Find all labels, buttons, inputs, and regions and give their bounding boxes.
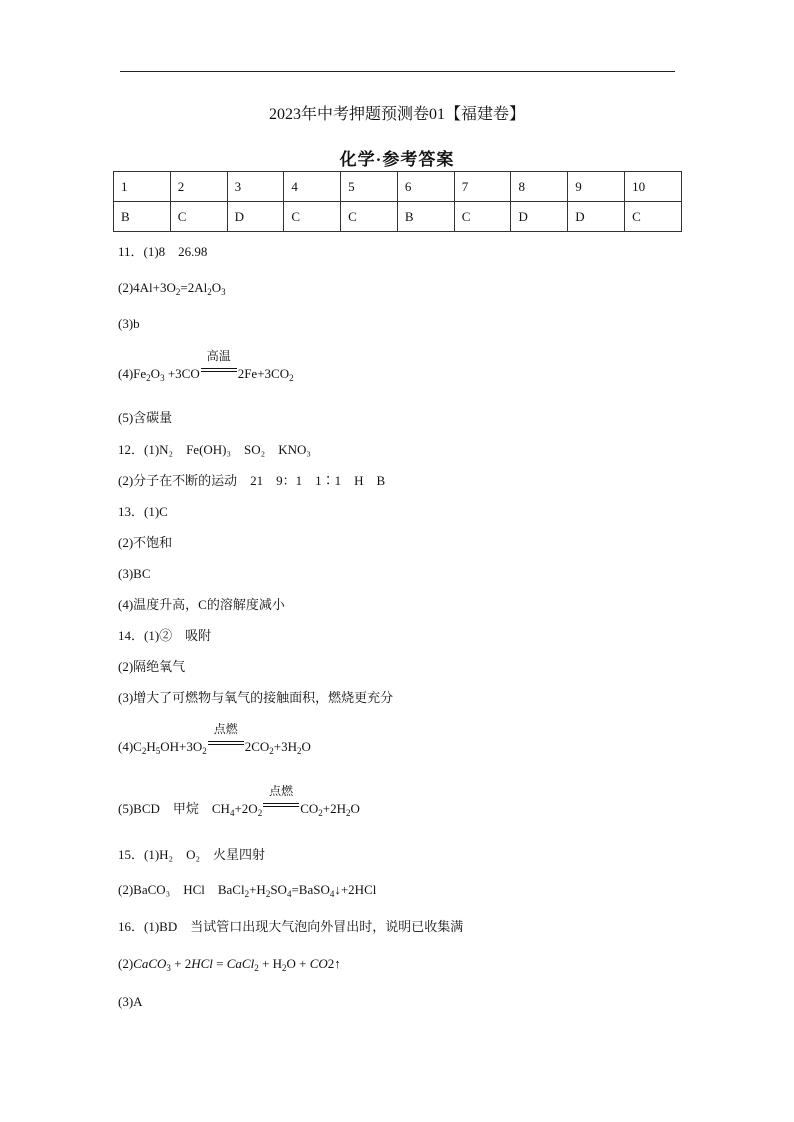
subscript: 2 — [265, 889, 271, 899]
answer-14-5 — [118, 784, 360, 818]
table-cell: 3 — [227, 172, 284, 202]
answer-14-3: (3)增大了可燃物与氧气的接触面积，燃烧更充分 — [118, 690, 394, 705]
text: HCl — [191, 956, 213, 971]
subscript: 2 — [141, 746, 147, 756]
answer-15-1: 15．(1)H₂ O₂ 火星四射 — [118, 847, 265, 862]
subscript: 2 — [244, 889, 250, 899]
table-cell: C — [341, 202, 398, 232]
subscript: 3 — [160, 373, 165, 383]
table-cell: C — [170, 202, 227, 232]
subscript: 2 — [146, 373, 151, 383]
text: +2O — [234, 801, 258, 816]
text: + H — [258, 956, 282, 971]
text: 2Fe+3CO — [237, 366, 290, 381]
answer-table — [113, 171, 682, 232]
table-cell: D — [568, 202, 625, 232]
text: +2H — [322, 801, 346, 816]
answer-16-3: (3)A — [118, 994, 143, 1009]
subscript: 2 — [207, 287, 212, 297]
answer-16-2 — [118, 956, 341, 972]
table-cell: 1 — [114, 172, 171, 202]
subscript: 2 — [254, 963, 259, 973]
table-cell: 9 — [568, 172, 625, 202]
answer-11-5: (5)含碳量 — [118, 410, 173, 425]
table-cell: 7 — [454, 172, 511, 202]
answer-13-4: (4)温度升高，C的溶解度减小 — [118, 597, 285, 612]
table-cell: B — [114, 202, 171, 232]
text: O — [350, 801, 360, 816]
table-cell: 6 — [397, 172, 454, 202]
question-number-row — [114, 172, 682, 202]
text: OH+3O — [160, 739, 203, 754]
text: CO — [300, 801, 319, 816]
text: SO — [270, 882, 287, 897]
subscript: 2 — [289, 373, 294, 383]
text: +H — [249, 882, 266, 897]
subscript: 2 — [202, 746, 207, 756]
table-cell: C — [284, 202, 341, 232]
table-cell: B — [397, 202, 454, 232]
subscript: 2 — [318, 808, 323, 818]
equals-bar — [201, 368, 237, 372]
answer-15-2 — [118, 882, 376, 898]
subscript: 3 — [221, 287, 226, 297]
answer-13-1: 13．(1)C — [118, 504, 168, 519]
answer-14-1: 14．(1)② 吸附 — [118, 628, 212, 643]
subscript: 2 — [297, 746, 302, 756]
text: CaCO — [133, 956, 167, 971]
reaction-condition — [200, 349, 238, 378]
text: O — [150, 366, 161, 381]
table-cell: 2 — [170, 172, 227, 202]
text: +3H — [273, 739, 298, 754]
subscript: 5 — [155, 746, 161, 756]
table-cell: D — [511, 202, 568, 232]
answer-11-3: (3)b — [118, 316, 140, 331]
text: 2CO — [244, 739, 270, 754]
text: (2) — [118, 956, 134, 971]
table-cell: C — [454, 202, 511, 232]
table-cell: 8 — [511, 172, 568, 202]
text: O + — [286, 956, 310, 971]
subscript: 2 — [269, 746, 274, 756]
subscript: 4 — [329, 889, 335, 899]
table-cell: 5 — [341, 172, 398, 202]
answer-14-4 — [118, 722, 311, 756]
condition-label: 点燃 — [269, 784, 294, 798]
table-cell: C — [625, 202, 682, 232]
condition-label: 点燃 — [213, 722, 238, 736]
answer-11-4 — [118, 349, 294, 383]
text: (2)BaCO₃ HCl BaCl — [118, 882, 245, 897]
answer-12-2: (2)分子在不断的运动 21 9：1 1∶1 H B — [118, 473, 386, 488]
text: O — [301, 739, 311, 754]
page-subtitle: 化学·参考答案 — [339, 150, 455, 169]
equals-bar — [208, 741, 244, 745]
reaction-condition — [262, 784, 300, 813]
answer-11-2 — [118, 280, 226, 296]
answer-13-3: (3)BC — [118, 566, 151, 581]
subscript: 4 — [229, 808, 235, 818]
text: (4)C — [118, 739, 142, 754]
answer-row — [114, 202, 682, 232]
table-cell: D — [227, 202, 284, 232]
text: CO — [309, 956, 328, 971]
subscript: 2 — [281, 963, 287, 973]
answer-16-1: 16．(1)BD 当试管口出现大气泡向外冒出时，说明已收集满 — [118, 919, 464, 934]
page-title: 2023年中考押题预测卷01【福建卷】 — [268, 106, 525, 123]
text: (2)4Al+3O — [118, 280, 176, 295]
text: CaCl — [226, 956, 255, 971]
subscript: 2 — [345, 808, 351, 818]
answer-12-1: 12．(1)N₂ Fe(OH)₃ SO₂ KNO₃ — [118, 442, 311, 457]
text: (5)BCD 甲烷 CH — [118, 801, 230, 816]
subscript: 2 — [175, 287, 181, 297]
text: (4)Fe — [118, 366, 147, 381]
text: = — [212, 956, 227, 971]
equals-bar — [263, 803, 299, 807]
text: 2↑ — [327, 956, 341, 971]
reaction-condition — [207, 722, 245, 751]
text: O — [211, 280, 222, 295]
condition-label: 高温 — [206, 349, 231, 363]
text: =BaSO — [291, 882, 330, 897]
answer-11-1: 11．(1)8 26.98 — [118, 244, 208, 259]
header-rule — [120, 71, 675, 72]
text: ↓+2HCl — [334, 882, 377, 897]
text: =2Al — [180, 280, 208, 295]
subscript: 3 — [166, 963, 171, 973]
text: +3CO — [164, 366, 200, 381]
answer-14-2: (2)隔绝氧气 — [118, 659, 186, 674]
table-cell: 10 — [625, 172, 682, 202]
subscript: 2 — [257, 808, 263, 818]
subscript: 4 — [286, 889, 292, 899]
text: + 2 — [170, 956, 192, 971]
answer-13-2: (2)不饱和 — [118, 535, 173, 550]
text: H — [146, 739, 156, 754]
table-cell: 4 — [284, 172, 341, 202]
